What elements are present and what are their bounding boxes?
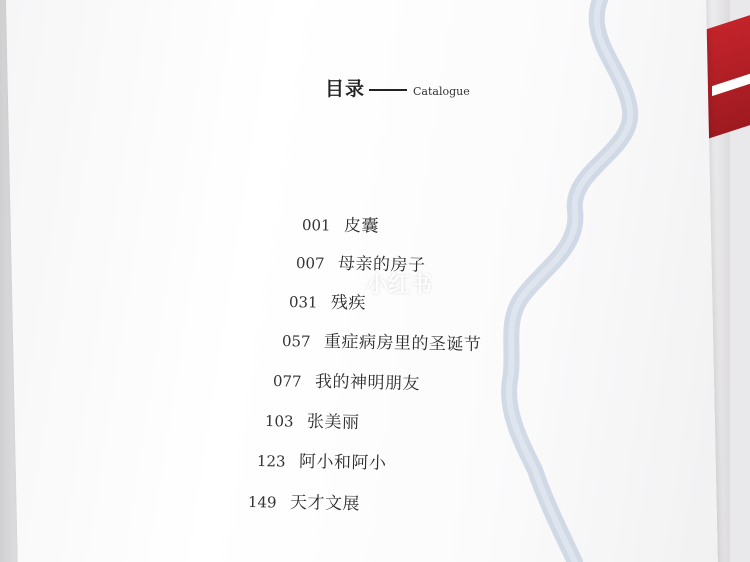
toc-chapter-title: 残疾 bbox=[330, 292, 367, 314]
toc-chapter-title: 天才文展 bbox=[289, 492, 361, 515]
toc-item bbox=[289, 287, 367, 314]
toc-chapter-title: 母亲的房子 bbox=[337, 253, 426, 276]
toc-item bbox=[282, 326, 482, 355]
toc-item bbox=[273, 366, 420, 394]
toc-page-number: 103 bbox=[264, 412, 294, 431]
toc-page-number: 001 bbox=[301, 216, 331, 235]
toc-chapter-title: 阿小和阿小 bbox=[298, 451, 387, 474]
toc-page-number: 031 bbox=[288, 293, 318, 312]
toc-item bbox=[257, 446, 387, 474]
toc-page-number: 123 bbox=[256, 452, 286, 471]
toc-item bbox=[302, 210, 380, 237]
toc-page-number: 007 bbox=[295, 254, 325, 273]
toc-item bbox=[265, 406, 360, 433]
toc-item bbox=[248, 487, 360, 514]
toc-page-number: 057 bbox=[281, 332, 311, 351]
heading-title-cn: 目录 bbox=[325, 78, 366, 100]
toc-chapter-title: 皮囊 bbox=[343, 215, 380, 237]
toc-chapter-title: 我的神明朋友 bbox=[314, 371, 421, 395]
heading-title-en: Catalogue bbox=[413, 85, 470, 98]
toc-page-number: 077 bbox=[272, 372, 302, 391]
watermark-logo: 小红书 bbox=[366, 273, 433, 298]
toc-chapter-title: 重症病房里的圣诞节 bbox=[323, 331, 482, 356]
toc-page-number: 149 bbox=[247, 493, 277, 512]
toc-chapter-title: 张美丽 bbox=[306, 411, 360, 433]
